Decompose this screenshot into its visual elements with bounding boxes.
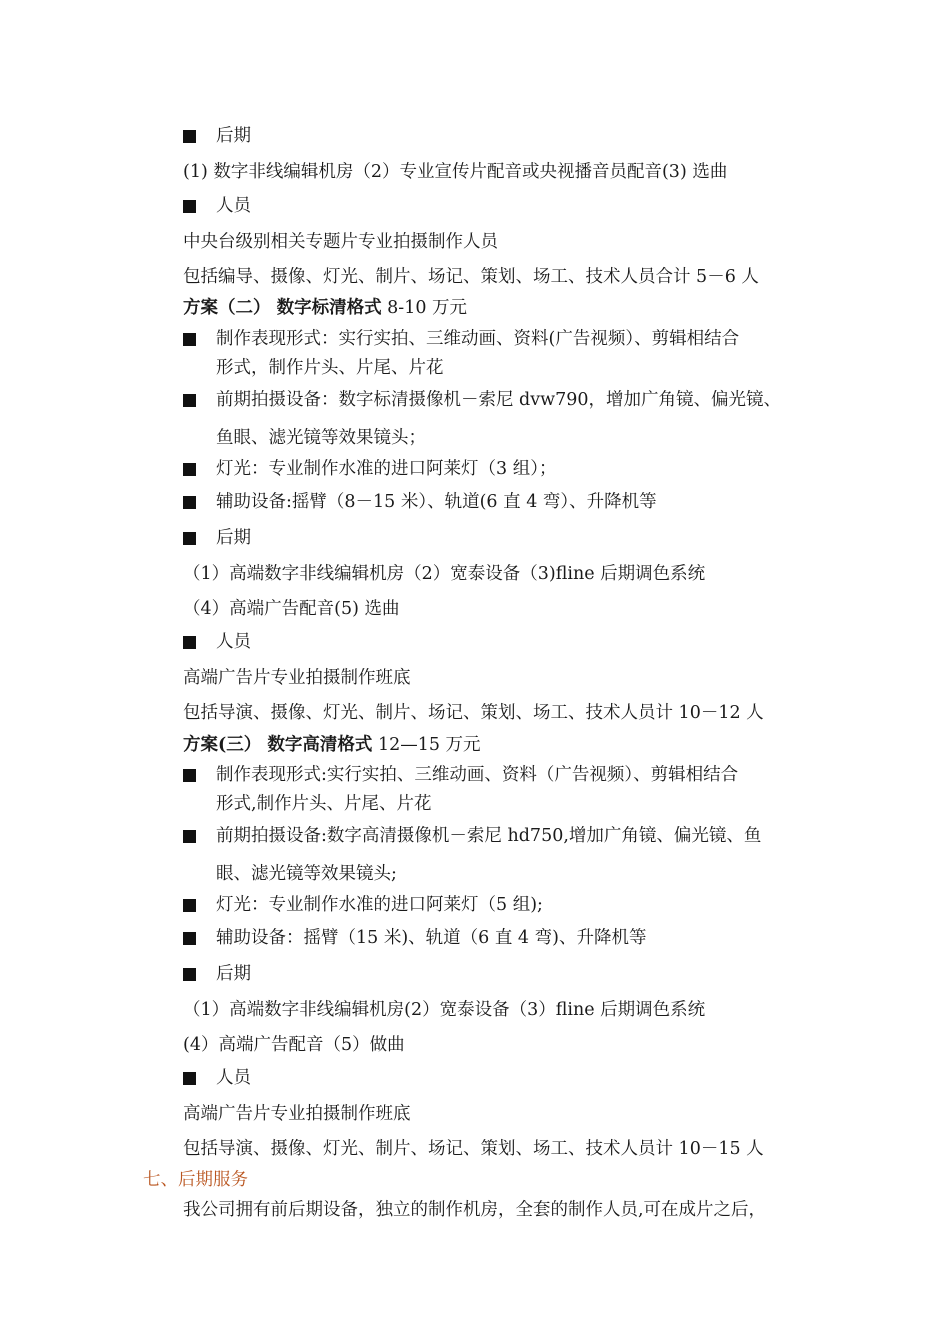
item-aux-equipment: 辅助设备：摇臂（15 米)、轨道（6 直 4 弯)、升降机等 [216,928,647,948]
section-heading-post-service: 七、后期服务 [143,1170,248,1190]
bullet-icon [183,394,196,407]
post-service-paragraph: 我公司拥有前后期设备，独立的制作机房，全套的制作人员,可在成片之后， [183,1200,767,1220]
bullet-icon [183,333,196,346]
item-equipment-cont: 鱼眼、滤光镜等效果镜头； [216,428,426,448]
item-staff: 人员 [216,1068,251,1088]
item-format-cont: 形式，制作片头、片尾、片花 [216,358,444,378]
item-format-cont: 形式,制作片头、片尾、片花 [216,794,432,814]
plan-three-heading [183,733,481,757]
item-post-production: 后期 [216,126,251,146]
plan-three-title: 方案(三） 数字高清格式 [183,735,373,755]
bullet-icon [183,200,196,213]
staff-detail: 中央台级别相关专题片专业拍摄制作人员 [183,232,498,252]
bullet-icon [183,932,196,945]
bullet-icon [183,769,196,782]
plan-two-title: 方案（二） 数字标清格式 [183,298,382,318]
item-format: 制作表现形式：实行实拍、三维动画、资料(广告视频）、剪辑相结合 [216,329,740,349]
item-staff: 人员 [216,196,251,216]
item-equipment: 前期拍摄设备:数字高清摄像机－索尼 hd750,增加广角镜、偏光镜、鱼 [216,826,762,846]
item-format: 制作表现形式:实行实拍、三维动画、资料（广告视频）、剪辑相结合 [216,765,739,785]
bullet-icon [183,463,196,476]
bullet-icon [183,1072,196,1085]
item-post-production: 后期 [216,528,251,548]
staff-roles: 包括编导、摄像、灯光、制片、场记、策划、场工、技术人员合计 5－6 人 [183,267,759,287]
item-lighting: 灯光：专业制作水准的进口阿莱灯（3 组）； [216,459,557,479]
post-production-detail-cont: (4）高端广告配音（5）做曲 [183,1035,405,1055]
item-lighting: 灯光：专业制作水准的进口阿莱灯（5 组); [216,895,543,915]
item-equipment-cont: 眼、滤光镜等效果镜头; [216,864,397,884]
bullet-icon [183,899,196,912]
staff-roles: 包括导演、摄像、灯光、制片、场记、策划、场工、技术人员计 10－15 人 [183,1139,764,1159]
item-post-production: 后期 [216,964,251,984]
bullet-icon [183,636,196,649]
staff-roles: 包括导演、摄像、灯光、制片、场记、策划、场工、技术人员计 10－12 人 [183,703,764,723]
item-staff: 人员 [216,632,251,652]
bullet-icon [183,830,196,843]
bullet-icon [183,496,196,509]
bullet-icon [183,532,196,545]
plan-two-price: 8-10 万元 [381,298,468,318]
item-aux-equipment: 辅助设备:摇臂（8－15 米）、轨道(6 直 4 弯）、升降机等 [216,492,657,512]
post-production-detail-cont: （4）高端广告配音(5) 选曲 [183,599,400,619]
plan-two-heading [183,296,467,320]
post-production-detail: （1）高端数字非线编辑机房(2）宽泰设备（3）fline 后期调色系统 [183,1000,706,1020]
post-production-detail: （1）高端数字非线编辑机房（2）宽泰设备（3)fline 后期调色系统 [183,564,706,584]
bullet-icon [183,130,196,143]
plan-three-price: 12—15 万元 [372,735,481,755]
bullet-icon [183,968,196,981]
item-equipment: 前期拍摄设备：数字标清摄像机－索尼 dvw790，增加广角镜、偏光镜、 [216,390,782,410]
staff-detail: 高端广告片专业拍摄制作班底 [183,1104,411,1124]
post-production-detail: (1) 数字非线编辑机房（2）专业宣传片配音或央视播音员配音(3) 选曲 [183,162,728,182]
staff-detail: 高端广告片专业拍摄制作班底 [183,668,411,688]
